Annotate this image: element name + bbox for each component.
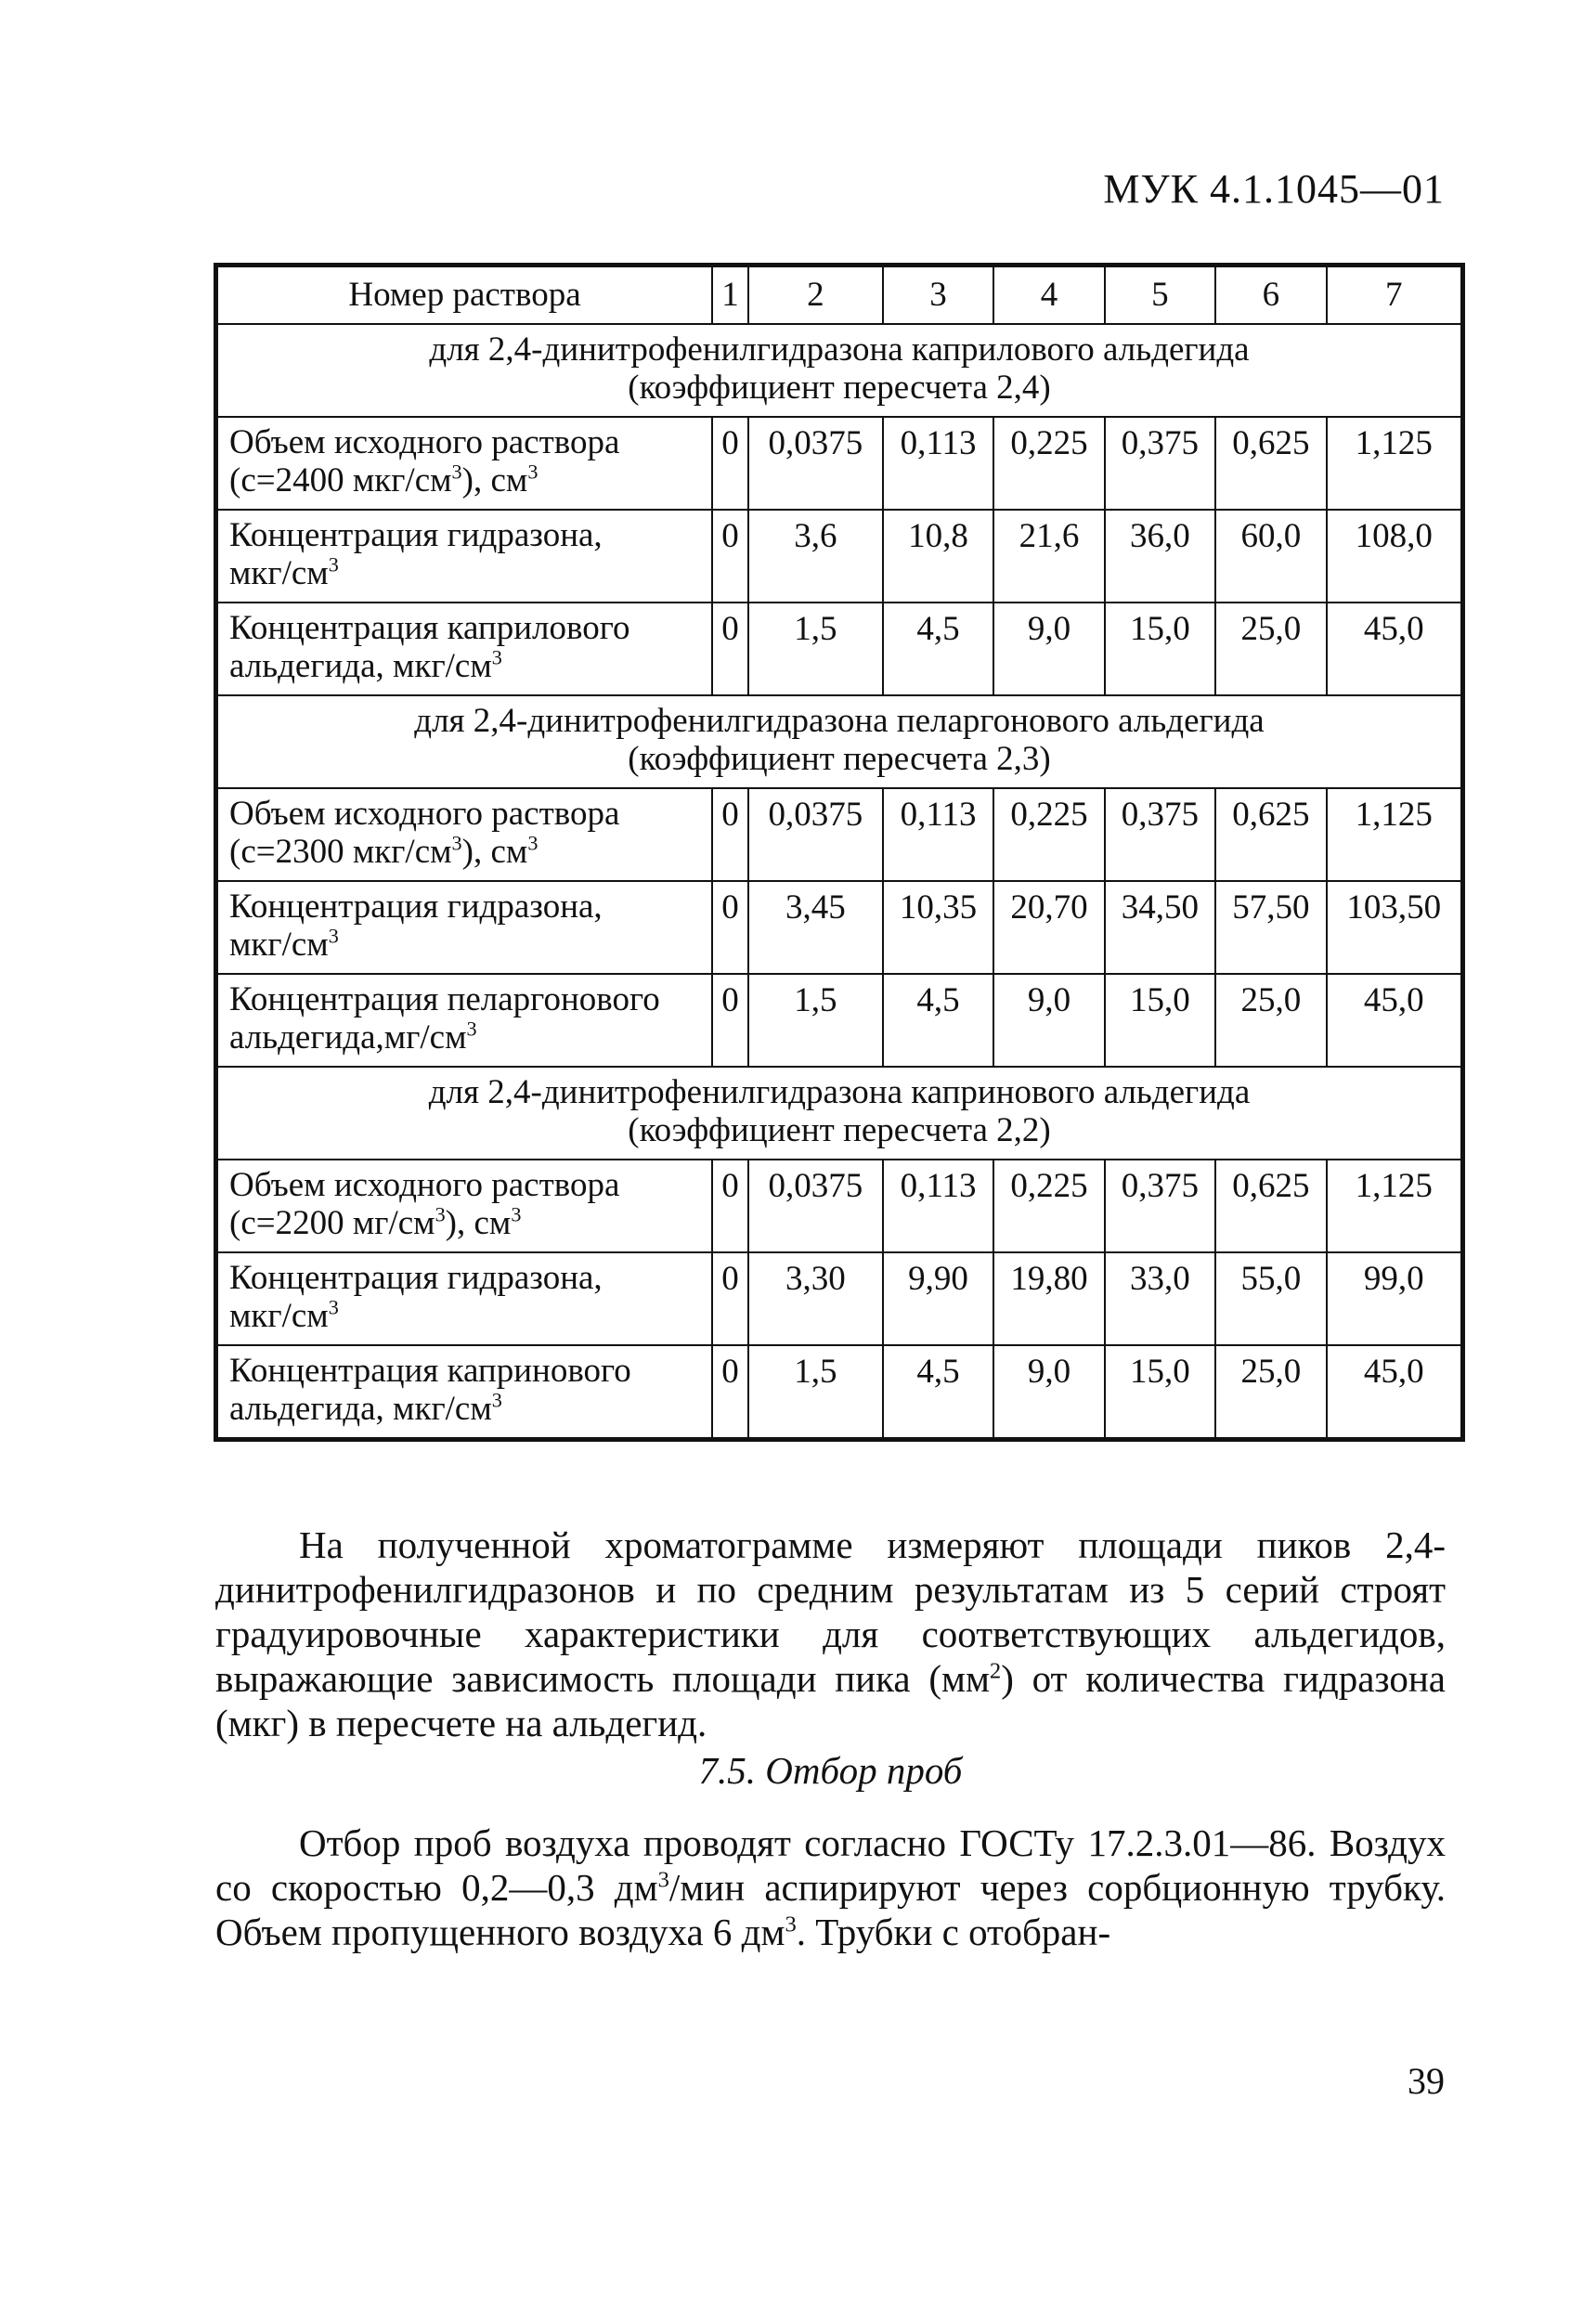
row-label xyxy=(216,881,713,974)
header-col-6: 6 xyxy=(1215,266,1326,325)
row-label-text: (с=2200 мг/см xyxy=(229,1204,435,1242)
table-cell: 15,0 xyxy=(1105,974,1215,1067)
table-cell: 0,625 xyxy=(1215,788,1326,881)
paragraph-text: . Трубки с отобран- xyxy=(796,1911,1111,1953)
table-cell: 0,625 xyxy=(1215,1160,1326,1252)
row-label-text: мкг/см xyxy=(229,1297,329,1335)
table-cell: 0,0375 xyxy=(748,788,883,881)
row-label-line: Концентрация капринового xyxy=(229,1352,631,1391)
table-cell: 0 xyxy=(712,1345,748,1440)
row-label-text: альдегида,мг/см xyxy=(229,1018,467,1056)
row-label xyxy=(216,1160,713,1252)
table-cell: 4,5 xyxy=(883,974,993,1067)
section-coefficient-line: (коэффициент пересчета 2,3) xyxy=(628,740,1051,778)
table-cell: 1,125 xyxy=(1327,1160,1463,1252)
section-coefficient-line: (коэффициент пересчета 2,2) xyxy=(628,1111,1051,1149)
row-label-line xyxy=(229,831,702,872)
row-label-line xyxy=(229,1388,702,1429)
table-cell: 0 xyxy=(712,1160,748,1252)
table-cell: 0 xyxy=(712,974,748,1067)
table-cell: 1,5 xyxy=(748,603,883,695)
table-row xyxy=(216,510,1463,603)
table-cell: 0 xyxy=(712,881,748,974)
row-label-line: Концентрация пеларгонового xyxy=(229,980,660,1019)
header-col-2: 2 xyxy=(748,266,883,325)
superscript: 3 xyxy=(527,460,538,484)
section-title-row xyxy=(216,695,1463,788)
table-cell: 9,0 xyxy=(993,603,1104,695)
table-cell: 25,0 xyxy=(1215,603,1326,695)
table-cell: 25,0 xyxy=(1215,1345,1326,1440)
table-cell: 0,225 xyxy=(993,1160,1104,1252)
table-cell: 36,0 xyxy=(1105,510,1215,603)
superscript: 3 xyxy=(328,924,339,948)
superscript: 3 xyxy=(527,831,538,855)
superscript: 3 xyxy=(511,1202,522,1226)
table-cell: 9,0 xyxy=(993,974,1104,1067)
table-row xyxy=(216,417,1463,510)
table-cell: 0,113 xyxy=(883,1160,993,1252)
row-label xyxy=(216,417,713,510)
table-cell: 0,375 xyxy=(1105,788,1215,881)
table-row xyxy=(216,1252,1463,1345)
row-label-line xyxy=(229,645,702,686)
row-label-line xyxy=(229,1295,702,1336)
paragraph-text: На полученной хроматограмме измеряют площади пиков 2,4-динитрофенилгидразонов и по средним результатам из 5 серий строят градуировочные характеристики для соответствующих альдегидов, выражающие зависимость площади пика (мм xyxy=(215,1523,1446,1700)
document-code: МУК 4.1.1045—01 xyxy=(1103,166,1445,212)
header-label: Номер раствора xyxy=(216,266,713,325)
table-cell: 0 xyxy=(712,510,748,603)
section-coefficient-line: (коэффициент пересчета 2,4) xyxy=(628,369,1051,407)
table-cell: 0 xyxy=(712,788,748,881)
table-cell: 0,625 xyxy=(1215,417,1326,510)
row-label-line: Объем исходного раствора xyxy=(229,795,620,834)
superscript: 3 xyxy=(451,460,462,484)
row-label-text: (с=2300 мкг/см xyxy=(229,833,452,871)
table-cell: 19,80 xyxy=(993,1252,1104,1345)
superscript: 3 xyxy=(785,1912,797,1938)
table-cell: 57,50 xyxy=(1215,881,1326,974)
section-title xyxy=(216,324,1463,417)
table-cell: 9,90 xyxy=(883,1252,993,1345)
table-cell: 0 xyxy=(712,603,748,695)
table-cell: 1,125 xyxy=(1327,788,1463,881)
row-label-text: мкг/см xyxy=(229,554,329,592)
section-title-line: для 2,4-динитрофенилгидразона капринового альдегида xyxy=(428,1073,1251,1112)
row-label-text: альдегида, мкг/см xyxy=(229,647,492,685)
table-row xyxy=(216,603,1463,695)
table-cell: 0,113 xyxy=(883,788,993,881)
table-cell: 45,0 xyxy=(1327,974,1463,1067)
superscript: 3 xyxy=(328,1295,339,1319)
table-row xyxy=(216,881,1463,974)
page-number: 39 xyxy=(1408,2060,1445,2102)
row-label-line xyxy=(229,1019,702,1057)
superscript: 3 xyxy=(491,1388,502,1412)
table-cell: 60,0 xyxy=(1215,510,1326,603)
table-cell: 3,30 xyxy=(748,1252,883,1345)
header-col-1: 1 xyxy=(712,266,748,325)
row-label-line xyxy=(229,924,702,965)
table-cell: 45,0 xyxy=(1327,1345,1463,1440)
table-cell: 0,113 xyxy=(883,417,993,510)
row-label-line: Объем исходного раствора xyxy=(229,423,620,462)
superscript: 3 xyxy=(451,831,462,855)
header-col-5: 5 xyxy=(1105,266,1215,325)
row-label-line xyxy=(229,462,702,500)
table-cell: 0,375 xyxy=(1105,1160,1215,1252)
superscript: 2 xyxy=(989,1658,1002,1684)
table-row xyxy=(216,788,1463,881)
table-cell: 0,225 xyxy=(993,417,1104,510)
superscript: 3 xyxy=(435,1202,446,1226)
row-label xyxy=(216,1252,713,1345)
section-title-line: для 2,4-динитрофенилгидразона каприлового альдегида xyxy=(429,330,1250,369)
paragraph-text: ) от количества гидразона (мкг) в пересчете на альдегид. xyxy=(215,1657,1447,1744)
table-header-row xyxy=(216,266,1463,325)
row-label xyxy=(216,510,713,603)
section-title xyxy=(216,695,1463,788)
row-label-line xyxy=(229,552,702,593)
row-label-line: Концентрация гидразона, xyxy=(229,888,603,927)
table-cell: 0,0375 xyxy=(748,1160,883,1252)
row-label-line: Концентрация гидразона, xyxy=(229,1259,603,1298)
row-label-text: ), см xyxy=(461,461,528,499)
table-cell: 1,5 xyxy=(748,974,883,1067)
table-cell: 34,50 xyxy=(1105,881,1215,974)
table-cell: 45,0 xyxy=(1327,603,1463,695)
section-title-line: для 2,4-динитрофенилгидразона пеларгонового альдегида xyxy=(414,702,1265,741)
table-cell: 4,5 xyxy=(883,1345,993,1440)
paragraph-sampling xyxy=(215,1821,1446,1954)
table-cell: 33,0 xyxy=(1105,1252,1215,1345)
section-heading: 7.5. Отбор проб xyxy=(698,1749,963,1792)
table-row xyxy=(216,1160,1463,1252)
table-cell: 0 xyxy=(712,417,748,510)
table-cell: 20,70 xyxy=(993,881,1104,974)
table-body xyxy=(216,324,1463,1440)
row-label-text: ), см xyxy=(445,1204,512,1242)
paragraph-chromatogram xyxy=(215,1523,1446,1745)
row-label-text: мкг/см xyxy=(229,926,329,964)
table-cell: 99,0 xyxy=(1327,1252,1463,1345)
table-cell: 4,5 xyxy=(883,603,993,695)
table-cell: 55,0 xyxy=(1215,1252,1326,1345)
table-cell: 0,375 xyxy=(1105,417,1215,510)
header-col-7: 7 xyxy=(1327,266,1463,325)
table-cell: 108,0 xyxy=(1327,510,1463,603)
row-label xyxy=(216,1345,713,1440)
table-row xyxy=(216,1345,1463,1440)
table-cell: 103,50 xyxy=(1327,881,1463,974)
row-label-line: Концентрация каприлового xyxy=(229,609,630,648)
row-label-text: ), см xyxy=(461,833,528,871)
table-cell: 1,5 xyxy=(748,1345,883,1440)
row-label xyxy=(216,788,713,881)
header-col-3: 3 xyxy=(883,266,993,325)
table-cell: 0,0375 xyxy=(748,417,883,510)
row-label-line xyxy=(229,1202,702,1243)
calibration-table xyxy=(214,263,1465,1442)
table-cell: 15,0 xyxy=(1105,1345,1215,1440)
header-col-4: 4 xyxy=(993,266,1104,325)
section-title xyxy=(216,1067,1463,1160)
table-cell: 1,125 xyxy=(1327,417,1463,510)
table-cell: 0 xyxy=(712,1252,748,1345)
section-title-row xyxy=(216,1067,1463,1160)
superscript: 3 xyxy=(466,1017,477,1041)
row-label-text: (с=2400 мкг/см xyxy=(229,461,452,499)
superscript: 3 xyxy=(657,1867,669,1893)
table-cell: 15,0 xyxy=(1105,603,1215,695)
table-row xyxy=(216,974,1463,1067)
row-label xyxy=(216,974,713,1067)
row-label-text: альдегида, мкг/см xyxy=(229,1390,492,1428)
row-label-line: Объем исходного раствора xyxy=(229,1166,620,1205)
table-cell: 25,0 xyxy=(1215,974,1326,1067)
paragraph-text: /мин аспирируют через сорбционную трубку. Объем пропущенного воздуха 6 дм xyxy=(215,1866,1446,1953)
paragraph-text: Отбор проб воздуха проводят согласно ГОСТу 17.2.3.01—86. Воздух со скоростью 0,2—0,3 дм xyxy=(215,1821,1446,1909)
table-cell: 9,0 xyxy=(993,1345,1104,1440)
section-title-row xyxy=(216,324,1463,417)
superscript: 3 xyxy=(491,645,502,669)
table-cell: 10,35 xyxy=(883,881,993,974)
table-cell: 3,6 xyxy=(748,510,883,603)
table-cell: 10,8 xyxy=(883,510,993,603)
table-cell: 0,225 xyxy=(993,788,1104,881)
table-cell: 21,6 xyxy=(993,510,1104,603)
superscript: 3 xyxy=(328,552,339,577)
row-label xyxy=(216,603,713,695)
table-cell: 3,45 xyxy=(748,881,883,974)
row-label-line: Концентрация гидразона, xyxy=(229,516,603,555)
